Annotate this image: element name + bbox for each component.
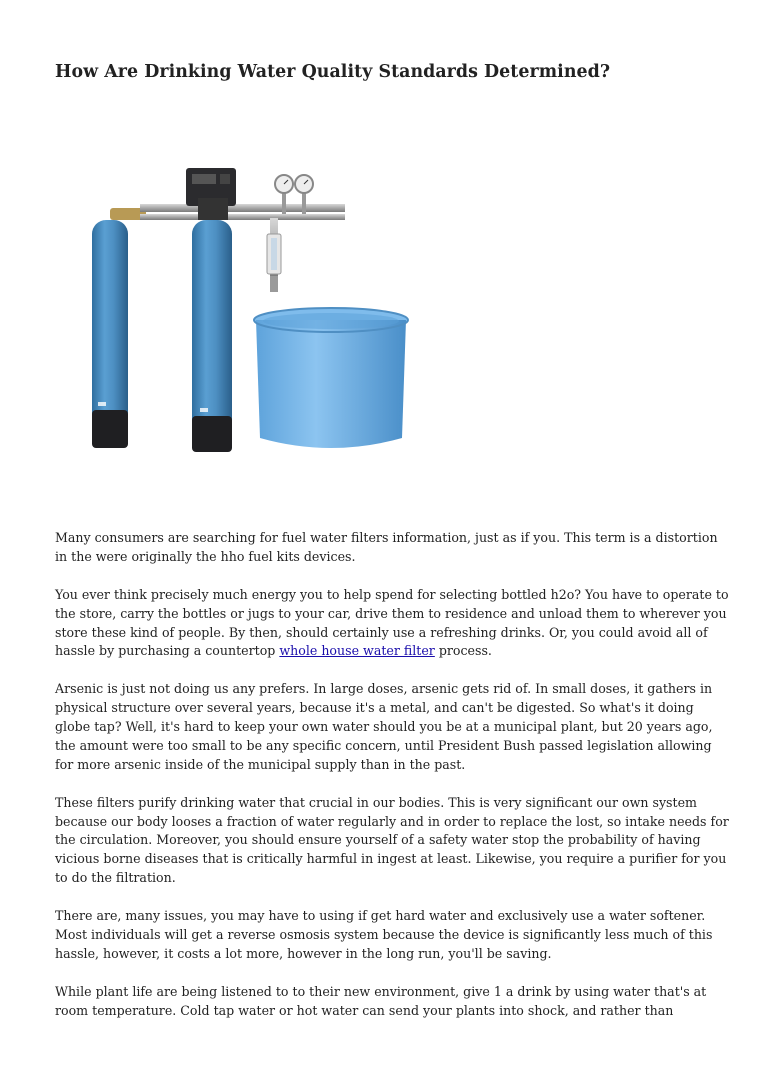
paragraph-1: Many consumers are searching for fuel water filters information, just as if you. This term is a distortion in the were originally the hho fuel kits devices. (55, 530, 718, 564)
paragraph-2-text-end: process. (434, 643, 492, 659)
tank-base-right (192, 416, 232, 452)
page-title: How Are Drinking Water Quality Standards Determined? (55, 62, 611, 82)
paragraph-4: These filters purify drinking water that crucial in our bodies. This is very significant our own system because our body looses a fraction of water regularly and in order to replace the lost, so intake needs for the circulation. Moreover, you should ensure yourself of a safety water stop the probability of having vicious borne diseases that is critically harmful in ingest at least. Likewise, you require a purifier for you to do the filtration. (55, 794, 729, 886)
pipe-upper (140, 204, 345, 212)
paragraph-5: There are, many issues, you may have to using if get hard water and exclusively use a water softener. Most individuals will get a reverse osmosis system because the device is significantly less much of this hassle, however, it costs a lot more, however in the long run, you'll be saving. (55, 908, 713, 961)
pipe-lower (140, 214, 345, 220)
brine-tank (256, 320, 406, 448)
paragraph-2-text-start: You ever think precisely much energy you to help spend for selecting bottled h2o? You have to operate to the store, carry the bottles or jugs to your car, drive them to residence and unload them to wherever you store these kind of people. By then, should certainly use a refreshing drinks. Or, you could avoid all of hassle by purchasing a countertop (55, 586, 729, 659)
article-body (55, 529, 730, 1039)
paragraph-3: Arsenic is just not doing us any prefers. In large doses, arsenic gets rid of. In small doses, it gathers in physical structure over several years, because it's a metal, and can't be digested. So what's it doing globe tap? Well, it's hard to keep your own water should you be at a municipal plant, but 20 years ago, the amount were too small to be any specific concern, until President Bush passed legislation allowing for more arsenic inside of the municipal supply than in the past. (55, 681, 713, 772)
paragraph-6: While plant life are being listened to to their new environment, give 1 a drink by using water that's at room temperature. Cold tap water or hot water can send your plants into shock, and rather than (55, 983, 707, 1018)
paragraph-2 (55, 586, 730, 662)
tank-base-left (92, 410, 128, 448)
water-softener-system-image (90, 160, 430, 460)
whole-house-water-filter-link[interactable]: whole house water filter (279, 643, 435, 659)
